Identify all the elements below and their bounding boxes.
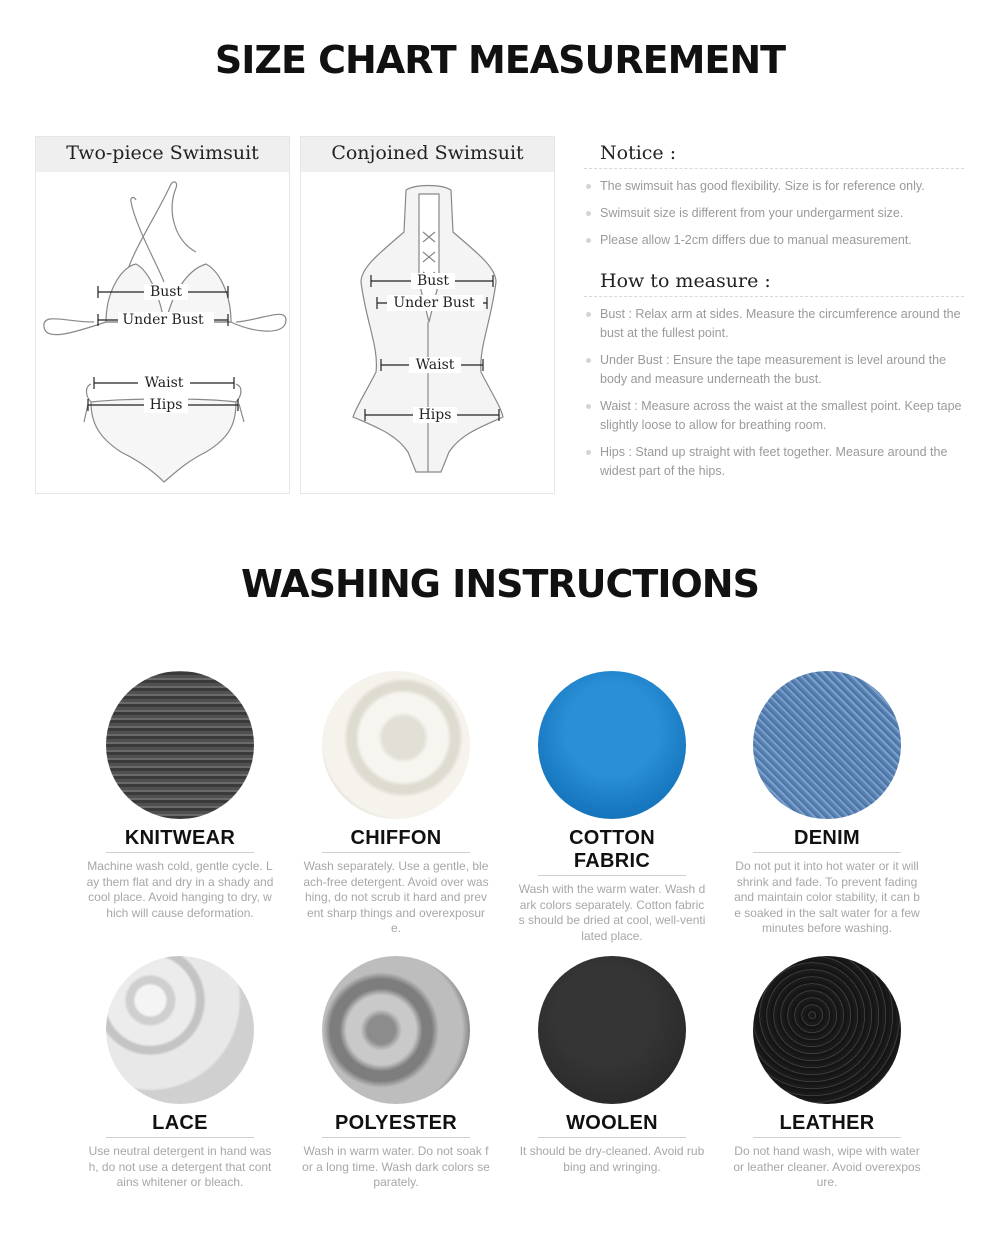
fabric-description: Wash in warm water. Do not soak for a long time. Wash dark colors separately. xyxy=(302,1144,490,1189)
measure-item-waist: Waist : Measure across the waist at the smallest point. Keep tape slightly loose to allow for breathing room. xyxy=(584,397,964,435)
fabric-description: It should be dry-cleaned. Avoid rubbing and wringing. xyxy=(519,1144,705,1174)
size-chart-title: SIZE CHART MEASUREMENT xyxy=(214,38,786,82)
notice-item: Please allow 1-2cm differs due to manual measurement. xyxy=(584,231,964,250)
fabric-description: Do not put it into hot water or it will shrink and fade. To prevent fading and maintain color stability, it can be soaked in the salt water for a few minutes before washing. xyxy=(734,859,920,935)
notice-item: Swimsuit size is different from your undergarment size. xyxy=(584,204,964,223)
measure-item-hips: Hips : Stand up straight with feet together. Measure around the widest part of the hips. xyxy=(584,443,964,481)
fabric-lace xyxy=(80,956,280,1191)
chiffon-swatch xyxy=(322,671,470,819)
measure-item-bust: Bust : Relax arm at sides. Measure the circumference around the bust at the fullest point. xyxy=(584,305,964,343)
notice-item: The swimsuit has good flexibility. Size is for reference only. xyxy=(584,177,964,196)
measure-item-under-bust: Under Bust : Ensure the tape measurement is level around the body and measure underneath the bust. xyxy=(584,351,964,389)
fabric-name: LEATHER xyxy=(753,1112,901,1138)
lace-swatch xyxy=(106,956,254,1104)
fabric-name: LACE xyxy=(106,1112,254,1138)
how-to-measure-heading: How to measure : xyxy=(584,270,964,297)
conjoined-title: Conjoined Swimsuit xyxy=(301,137,554,172)
fabric-name: KNITWEAR xyxy=(106,827,254,853)
fabric-leather xyxy=(727,956,927,1191)
cotton-swatch xyxy=(538,671,686,819)
two-piece-panel xyxy=(35,136,290,494)
fabric-description: Wash with the warm water. Wash dark colors separately. Cotton fabrics should be dried at cool, well-ventilated place. xyxy=(518,882,706,943)
conjoined-underbust-label: Under Bust xyxy=(393,295,475,311)
two-piece-diagram xyxy=(36,172,289,494)
washing-title: WASHING INSTRUCTIONS xyxy=(241,562,759,606)
conjoined-panel xyxy=(300,136,555,494)
leather-swatch xyxy=(753,956,901,1104)
notice-list xyxy=(584,177,964,250)
polyester-swatch xyxy=(322,956,470,1104)
fabric-name: WOOLEN xyxy=(538,1112,686,1138)
fabric-polyester xyxy=(296,956,496,1191)
fabric-cotton xyxy=(512,671,712,944)
woolen-swatch xyxy=(538,956,686,1104)
fabric-denim xyxy=(727,671,927,937)
two-piece-hips-label: Hips xyxy=(149,397,183,413)
conjoined-waist-label: Waist xyxy=(415,357,455,373)
denim-swatch xyxy=(753,671,901,819)
fabric-chiffon xyxy=(296,671,496,937)
fabric-knitwear xyxy=(80,671,280,921)
conjoined-hips-label: Hips xyxy=(418,407,452,423)
fabric-woolen xyxy=(512,956,712,1175)
fabric-description: Wash separately. Use a gentle, bleach-free detergent. Avoid over washing, do not scrub it hard and prevent sharp things and overexposure. xyxy=(303,859,489,935)
conjoined-bust-label: Bust xyxy=(416,273,450,289)
measurement-notes xyxy=(584,142,964,489)
two-piece-title: Two-piece Swimsuit xyxy=(36,137,289,172)
fabric-description: Machine wash cold, gentle cycle. Lay them flat and dry in a shady and cool place. Avoid hanging to dry, which will cause deformation. xyxy=(86,859,274,920)
conjoined-diagram xyxy=(301,172,554,494)
fabric-name: DENIM xyxy=(753,827,901,853)
two-piece-bust-label: Bust xyxy=(149,284,183,300)
fabric-name: COTTON FABRIC xyxy=(538,827,686,876)
two-piece-waist-label: Waist xyxy=(144,375,184,391)
fabric-description: Use neutral detergent in hand wash, do not use a detergent that contains whitener or bleach. xyxy=(88,1144,272,1189)
notice-heading: Notice : xyxy=(584,142,964,169)
how-to-measure-list xyxy=(584,305,964,481)
fabric-description: Do not hand wash, wipe with water or leather cleaner. Avoid overexposure. xyxy=(733,1144,921,1189)
fabric-name: CHIFFON xyxy=(322,827,470,853)
knitwear-swatch xyxy=(106,671,254,819)
two-piece-underbust-label: Under Bust xyxy=(122,312,204,328)
fabric-name: POLYESTER xyxy=(322,1112,470,1138)
